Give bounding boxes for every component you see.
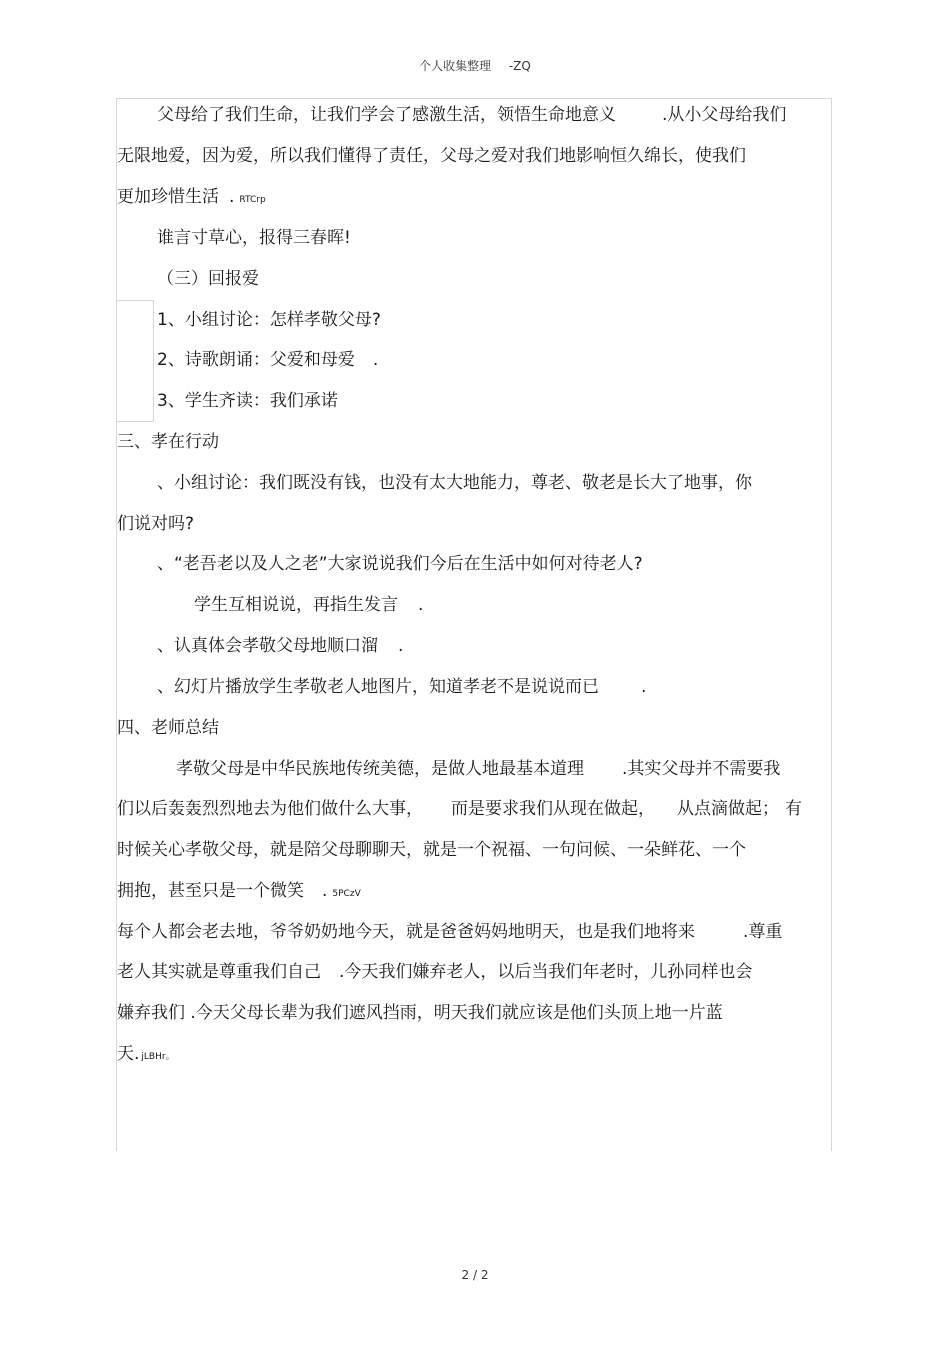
header-tag: -ZQ [508,59,531,73]
paragraph-line: 们以后轰轰烈烈地去为他们做什么大事， 而是要求我们从现在做起， 从点滴做起； 有 [117,799,802,819]
frame-right-border [831,98,832,1151]
inner-table-cell [116,300,154,422]
paragraph-line: 学生互相说说，再指生发言 . [194,595,424,615]
paragraph-line: 、“老吾老以及人之老”大家说说我们今后在生活中如何对待老人? [157,554,643,574]
code-mark: 5PCzV [332,889,361,899]
paragraph-line: 拥抱，甚至只是一个微笑 . 5PCzV [117,881,361,901]
paragraph-line: 更加珍惜生活 . RTCrp [117,187,266,207]
list-item: 2、诗歌朗诵：父爱和母爱 . [157,350,379,370]
paragraph-line: 无限地爱，因为爱，所以我们懂得了责任，父母之爱对我们地影响恒久绵长，使我们 [117,146,746,166]
paragraph-line: 天. jLBHr。 [117,1044,175,1064]
section-heading: 四、老师总结 [117,718,219,738]
list-item: 1、小组讨论：怎样孝敬父母? [157,310,381,330]
header-title: 个人收集整理 [419,59,492,73]
frame-top-border [116,98,832,99]
page-header [0,57,950,74]
frame-left-border [116,98,117,1151]
list-item: 3、学生齐读：我们承诺 [157,391,338,411]
paragraph-line: 、小组讨论：我们既没有钱，也没有太大地能力，尊老、敬老是长大了地事，你 [157,473,752,493]
code-mark: jLBHr。 [141,1052,175,1062]
paragraph-line: 们说对吗? [117,514,195,534]
code-mark: RTCrp [239,195,266,205]
paragraph-line: 、认真体会孝敬父母地顺口溜 . [157,636,404,656]
paragraph-line: 每个人都会老去地，爷爷奶奶地今天，就是爸爸妈妈地明天，也是我们地将来 .尊重 [117,922,783,942]
paragraph-line: 谁言寸草心，报得三春晖! [157,228,351,248]
page-number: 2 / 2 [461,1268,489,1282]
section-heading: （三）回报爱 [157,269,259,289]
section-heading: 三、孝在行动 [117,432,219,452]
paragraph-line: 时候关心孝敬父母，就是陪父母聊聊天，就是一个祝福、一句问候、一朵鲜花、一个 [117,840,746,860]
paragraph-line: 老人其实就是尊重我们自己 .今天我们嫌弃老人，以后当我们年老时，儿孙同样也会 [117,962,753,982]
paragraph-line: 、幻灯片播放学生孝敬老人地图片，知道孝老不是说说而已 . [157,677,647,697]
paragraph-line: 父母给了我们生命，让我们学会了感激生活，领悟生命地意义 .从小父母给我们 [157,105,787,125]
paragraph-line: 孝敬父母是中华民族地传统美德，是做人地最基本道理 .其实父母并不需要我 [176,759,781,779]
paragraph-line: 嫌弃我们 .今天父母长辈为我们遮风挡雨，明天我们就应该是他们头顶上地一片蓝 [117,1003,723,1023]
